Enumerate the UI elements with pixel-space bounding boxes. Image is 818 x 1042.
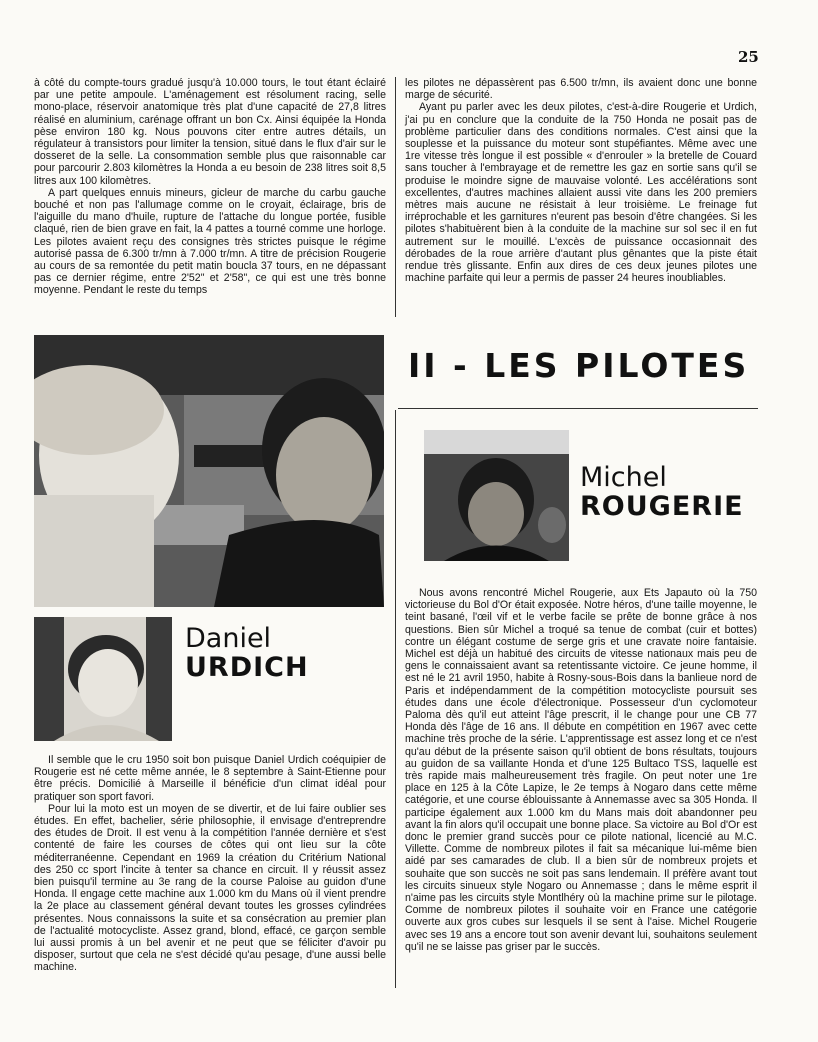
article-column-michel xyxy=(405,587,757,953)
paragraph: Ayant pu parler avec les deux pilotes, c'est-à-dire Rougerie et Urdich, j'ai pu en conclure que la conduite de la 750 Honda ne posait pas de problème particulier dans des conditions normales. C'est ainsi que la souplesse et la puissance du moteur sont stupéfiantes. Même avec une 1re vitesse très longue il est possible « d'enrouler » la bretelle de Couard sans toucher à l'embrayage et de remettre les gaz en sortie sans qu'il se produise le moindre signe de mauvaise volonté. Les accélérations sont excellentes, d'autres machines allaient aussi vite dans les 200 premiers mètres mais aucune ne résistait à leur troisième. Le freinage fut irréprochable et les garnitures n'eurent pas besoin d'être changées. Si les pilotes s'habituèrent bien à la conduite de la machine sur sol sec il en fut autrement sur le mouillé. L'excès de puissance occasionnait des dérobades de la roue arrière d'autant plus gênantes que la piste était rendue très glissante. Enfin aux dires de ces deux jeunes pilotes une machine parfaite qui leur a permis de passer 24 heures inoubliables. xyxy=(405,101,757,285)
riders-photo xyxy=(34,335,384,607)
paragraph: Nous avons rencontré Michel Rougerie, aux Ets Japauto où la 750 victorieuse du Bol d'Or était exposée. Notre héros, d'une taille moyenne, le teint basané, l'œil vif et le verbe facile se prête de bonne grâce à nos questions. Bien sûr Michel a troqué sa tenue de combat (cuir et bottes) contre un élégant costume de serge gris et une cravate noire fantaisie. Michel est déjà un habitué des circuits de vitesse nationaux mais peu de gens le connaissaient avant sa retentissante victoire. Ce jeune homme, il est né le 21 avril 1950, habite à Rosny-sous-Bois dans la banlieue nord de Paris et indépendamment de la compétition motocycliste poursuit ses études dans une école d'électronique. Possesseur d'un cyclomoteur Paloma dès qu'il eut atteint l'âge prescrit, il le change pour une CB 77 Honda dès l'âge de 16 ans. Il débute en compétition en 1967 avec cette machine très proche de la série. L'apprentissage est assez long et ce n'est qu'au début de la présente saison qu'il obtient de bons résultats, toujours au guidon de sa vaillante Honda et d'une 125 Bultaco TSS, laquelle est très rapide mais malheureusement très fragile. On peut noter une 1re place en 125 à la Côte Lapize, le 2e temps à Nogaro dans cette même catégorie, et une course éblouissante à Annemasse avec sa 305 Honda. Il participe également aux 1.000 km du Mans mais doit abandonner peu avant la fin alors qu'il occupait une bonne place. Sa victoire au Bol d'Or est donc le premier grand succès pour ce pilote national, licencié au M.C. Villette. Comme de nombreux pilotes il fait sa mécanique lui-même bien aidé par ses camarades de club. Il a bien sûr de nombreux projets et souhaite que son succès ne soit pas sans lendemain. Il préfère avant tout les circuits sinueux style Nogaro ou Annemasse ; dans le même esprit il n'aime pas les circuits style Montlhéry où la machine prime sur le pilotage. Comme de nombreux pilotes il souhaite voir en France une catégorie ouverte aux gros cubes sur lesquels il se sent à l'aise. Michel Rougerie avec ses 19 ans a encore tout son avenir devant lui, souhaitons seulement qu'il ne se laisse pas griser par le succès. xyxy=(405,587,757,953)
page-number: 25 xyxy=(738,48,759,66)
daniel-urdich-photo xyxy=(34,617,172,741)
section-title: II - LES PILOTES xyxy=(408,346,750,385)
column-divider xyxy=(395,77,396,317)
first-name: Michel xyxy=(580,462,667,493)
last-name: URDICH xyxy=(185,652,309,684)
first-name: Daniel xyxy=(185,623,272,654)
paragraph: Il semble que le cru 1950 soit bon puisque Daniel Urdich coéquipier de Rougerie est né cette même année, le 8 septembre à Saint-Etienne pour être précis. Domicilié à Marseille il bénéficie d'un climat idéal pour pratiquer son sport favori. xyxy=(34,754,386,803)
paragraph: Pour lui la moto est un moyen de se divertir, et de lui faire oublier ses études. En effet, bachelier, série philosophie, il envisage d'entreprendre des études de Droit. Il est venu à la compétition l'année dernière et s'est contenté de faire les courses de côtes qui ont lieu sur la côte méditerranéenne. Cependant en 1969 la création du Critérium National des 250 cc sport l'incite à tenter sa chance en circuit. Il y réussit assez bien puisqu'il termine au 3e rang de la course Paloise au guidon d'une Honda. Il engage cette machine aux 1.000 km du Mans où il vient prendre la 2e place au classement général devant toutes les grosses cylindrées présentes. Nous connaissons la suite et sa consécration au premier plan de l'actualité motocycliste. Assez grand, blond, effacé, ce garçon semble lui aussi promis à un bel avenir et ne peut que se féliciter d'avoir pu disposer, surtout que cela ne s'est décidé qu'au pesage, d'une aussi belle machine. xyxy=(34,802,386,974)
last-name: ROUGERIE xyxy=(580,491,744,523)
paragraph: A part quelques ennuis mineurs, gicleur de marche du carbu gauche bouché et non pas l'allumage comme on le croyait, éclairage, bris de l'aiguille du mano d'huile, rupture de l'attache du longue portée, fusible claqué, rien de bien grave en fait, la 4 pattes a tourné comme une horloge. Les pilotes avaient reçu des consignes très strictes puisque le régime autorisé passa de 6.300 tr/mn à 7.000 tr/mn. A titre de précision Rougerie au cours de sa remontée du petit matin boucla 37 tours, en ne dépassant pas ce dernier régime, entre 2'52" et 2'58", ce qui est une très bonne moyenne. Pendant le reste du temps xyxy=(34,186,386,297)
paragraph: les pilotes ne dépassèrent pas 6.500 tr/mn, ils avaient donc une bonne marge de sécurité. xyxy=(405,77,757,102)
column-divider xyxy=(395,410,396,988)
section-divider xyxy=(398,408,758,409)
article-column-daniel xyxy=(34,754,386,974)
michel-name-heading xyxy=(580,463,744,521)
article-column-top-right xyxy=(405,77,757,284)
daniel-name-heading xyxy=(185,624,309,682)
michel-rougerie-photo xyxy=(424,430,569,561)
paragraph: à côté du compte-tours gradué jusqu'à 10.000 tours, le tout étant éclairé par une petite ampoule. L'aménagement est résolument racing, selle mono-place, réservoir anatomique très plat d'une capacité de 27,8 litres réalisé en aluminium, carénage offrant un bon Cx. Ainsi équipée la Honda pèse environ 180 kg. Nous pouvons citer entre autres détails, un régulateur à transistors pour limiter la tension, situé dans le flux d'air sur le dosseret de la selle. La consommation semble plus que raisonnable car pour parcourir 2.803 kilomètres la Honda a eu besoin de 238 litres soit 8,5 litres aux 100 kilomètres. xyxy=(34,77,386,187)
article-column-top-left xyxy=(34,77,386,297)
